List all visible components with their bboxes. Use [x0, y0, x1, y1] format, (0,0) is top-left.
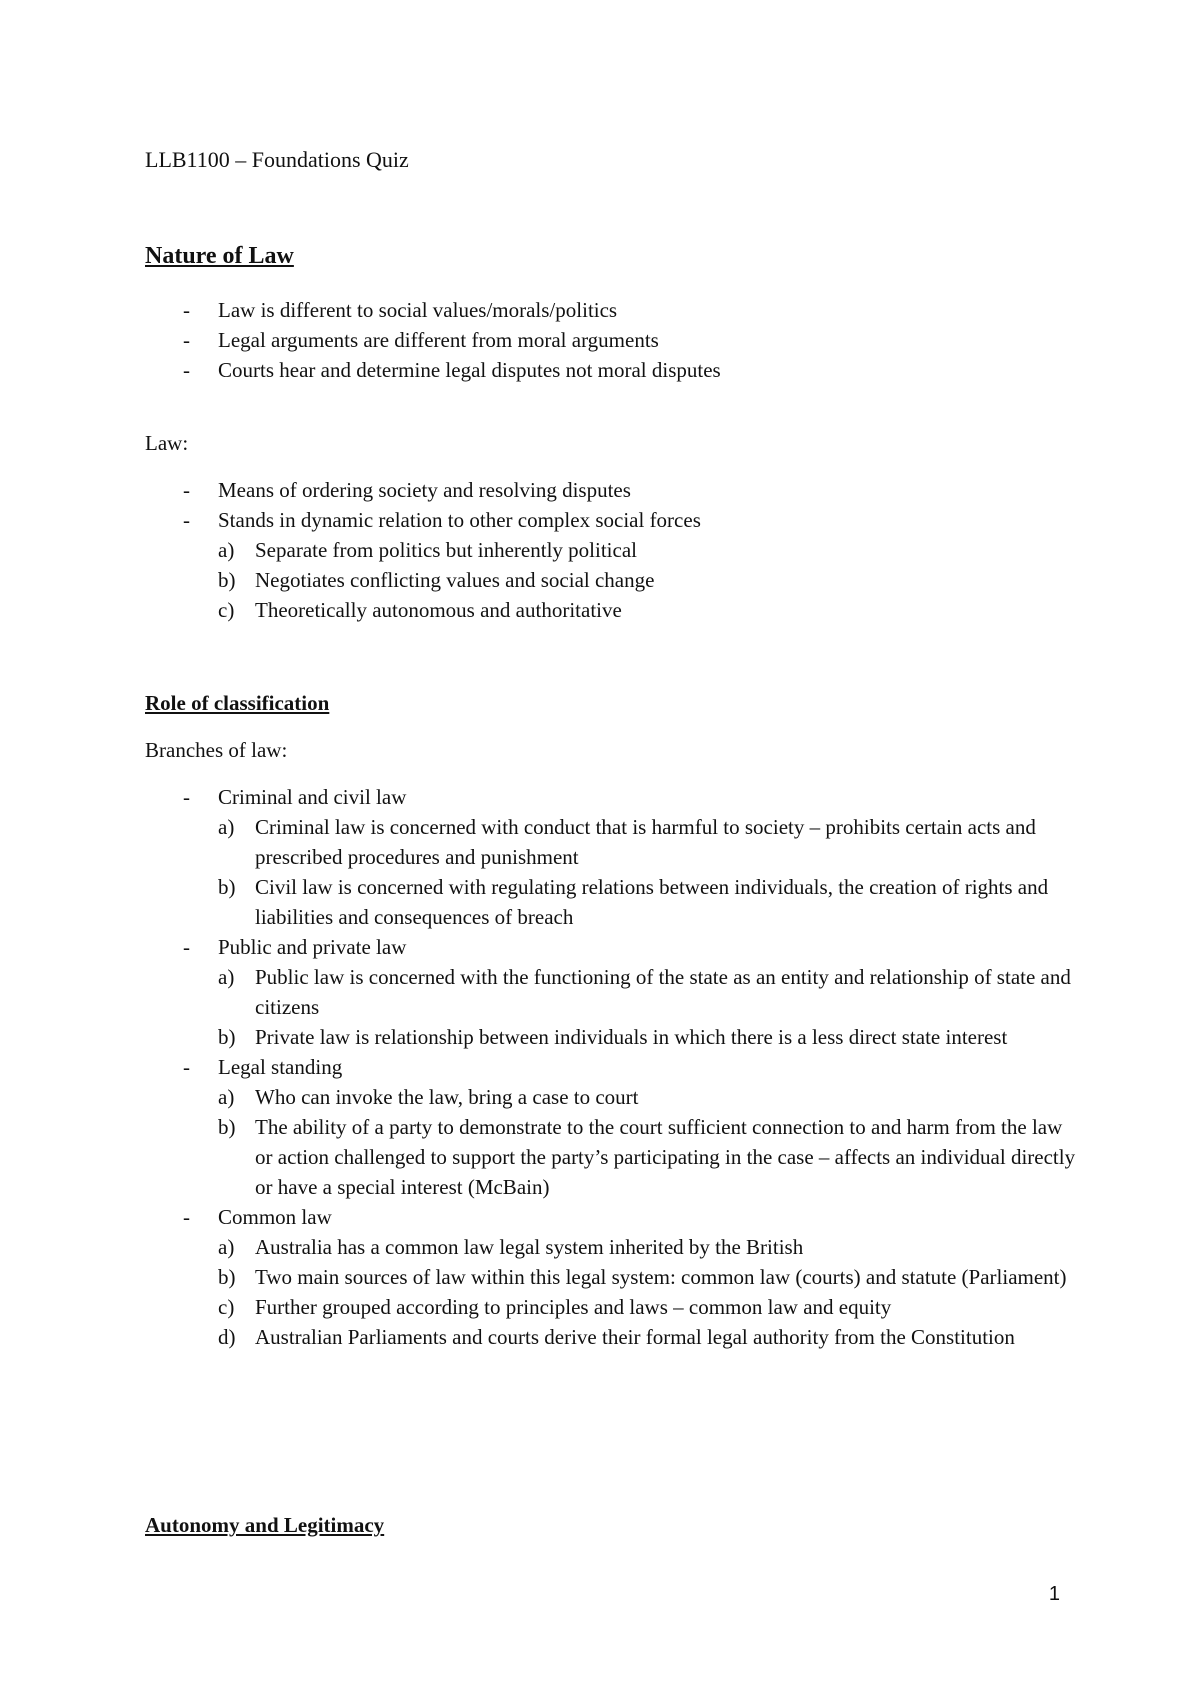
list-marker: a) [218, 1235, 235, 1259]
sub-list-item-text: Who can invoke the law, bring a case to court [255, 1085, 639, 1109]
dash-bullet: - [183, 1055, 190, 1079]
law-points-list [145, 475, 1085, 625]
list-marker: b) [218, 1115, 236, 1139]
sub-list-item-text: Further grouped according to principles and laws – common law and equity [255, 1295, 892, 1319]
sub-list-item-text: Criminal law is concerned with conduct that is harmful to society – prohibits certain acts and prescribed procedures and punishment [255, 815, 1036, 869]
law-label: Law: [145, 431, 189, 455]
sub-list-item [145, 1232, 1085, 1262]
sub-list-item-text: Private law is relationship between individuals in which there is a less direct state interest [255, 1025, 1008, 1049]
list-marker: b) [218, 1265, 236, 1289]
sub-list-item-text: Civil law is concerned with regulating relations between individuals, the creation of rights and liabilities and consequences of breach [255, 875, 1049, 929]
list-item [145, 355, 1085, 385]
dash-bullet: - [183, 1205, 190, 1229]
list-item-text: Public and private law [218, 935, 407, 959]
dash-bullet: - [183, 935, 190, 959]
list-marker: c) [218, 1295, 235, 1319]
document-title: LLB1100 – Foundations Quiz [145, 147, 409, 172]
sub-list-item [145, 1292, 1085, 1322]
dash-bullet: - [183, 298, 190, 322]
sub-list-item-text: Public law is concerned with the functioning of the state as an entity and relationship of state and citizens [255, 965, 1071, 1019]
list-item [145, 295, 1085, 325]
sub-list-item-text: Australian Parliaments and courts derive their formal legal authority from the Constitution [255, 1325, 1015, 1349]
list-item [145, 1202, 1085, 1232]
branches-label: Branches of law: [145, 738, 288, 762]
list-item-text: Courts hear and determine legal disputes not moral disputes [218, 358, 721, 382]
list-item [145, 932, 1085, 962]
sub-list-item [145, 535, 1085, 565]
sub-list-item-text: Separate from politics but inherently political [255, 538, 637, 562]
list-item-text: Common law [218, 1205, 332, 1229]
sub-list-item [145, 872, 1085, 932]
list-item [145, 475, 1085, 505]
sub-list-item [145, 1262, 1085, 1292]
list-item-text: Stands in dynamic relation to other complex social forces [218, 508, 701, 532]
sub-list-item [145, 962, 1085, 1022]
dash-bullet: - [183, 358, 190, 382]
list-marker: a) [218, 815, 235, 839]
branches-list [145, 782, 1085, 1352]
list-item [145, 505, 1085, 535]
sub-list-item [145, 1022, 1085, 1052]
list-marker: b) [218, 875, 236, 899]
dash-bullet: - [183, 328, 190, 352]
section-heading-nature-of-law: Nature of Law [145, 243, 294, 269]
nature-points-list [145, 295, 1085, 385]
list-marker: a) [218, 538, 235, 562]
sub-list-item [145, 812, 1085, 872]
sub-list-item-text: Two main sources of law within this legal system: common law (courts) and statute (Parliament) [255, 1265, 1067, 1289]
list-marker: d) [218, 1325, 236, 1349]
list-item-text: Criminal and civil law [218, 785, 407, 809]
sub-list-item [145, 1082, 1085, 1112]
sub-list-item [145, 595, 1085, 625]
list-item [145, 1052, 1085, 1082]
dash-bullet: - [183, 508, 190, 532]
list-item-text: Legal standing [218, 1055, 343, 1079]
list-item [145, 325, 1085, 355]
section-heading-role-of-classification: Role of classification [145, 691, 330, 715]
list-item [145, 782, 1085, 812]
sub-list-item-text: Australia has a common law legal system inherited by the British [255, 1235, 804, 1259]
list-marker: b) [218, 1025, 236, 1049]
sub-list-item [145, 1322, 1085, 1352]
list-marker: a) [218, 965, 235, 989]
list-item-text: Means of ordering society and resolving disputes [218, 478, 631, 502]
sub-list-item-text: The ability of a party to demonstrate to the court sufficient connection to and harm from the law or action challenged to support the party’s participating in the case – affects an individual directly or have a special interest (McBain) [255, 1115, 1076, 1199]
dash-bullet: - [183, 478, 190, 502]
list-item-text: Law is different to social values/morals/politics [218, 298, 618, 322]
list-item-text: Legal arguments are different from moral arguments [218, 328, 659, 352]
section-heading-autonomy-and-legitimacy: Autonomy and Legitimacy [145, 1513, 385, 1537]
sub-list-item [145, 1112, 1085, 1202]
dash-bullet: - [183, 785, 190, 809]
list-marker: c) [218, 598, 235, 622]
list-marker: b) [218, 568, 236, 592]
sub-list-item-text: Theoretically autonomous and authoritative [255, 598, 622, 622]
list-marker: a) [218, 1085, 235, 1109]
page-number: 1 [1048, 1583, 1060, 1605]
sub-list-item [145, 565, 1085, 595]
sub-list-item-text: Negotiates conflicting values and social change [255, 568, 655, 592]
